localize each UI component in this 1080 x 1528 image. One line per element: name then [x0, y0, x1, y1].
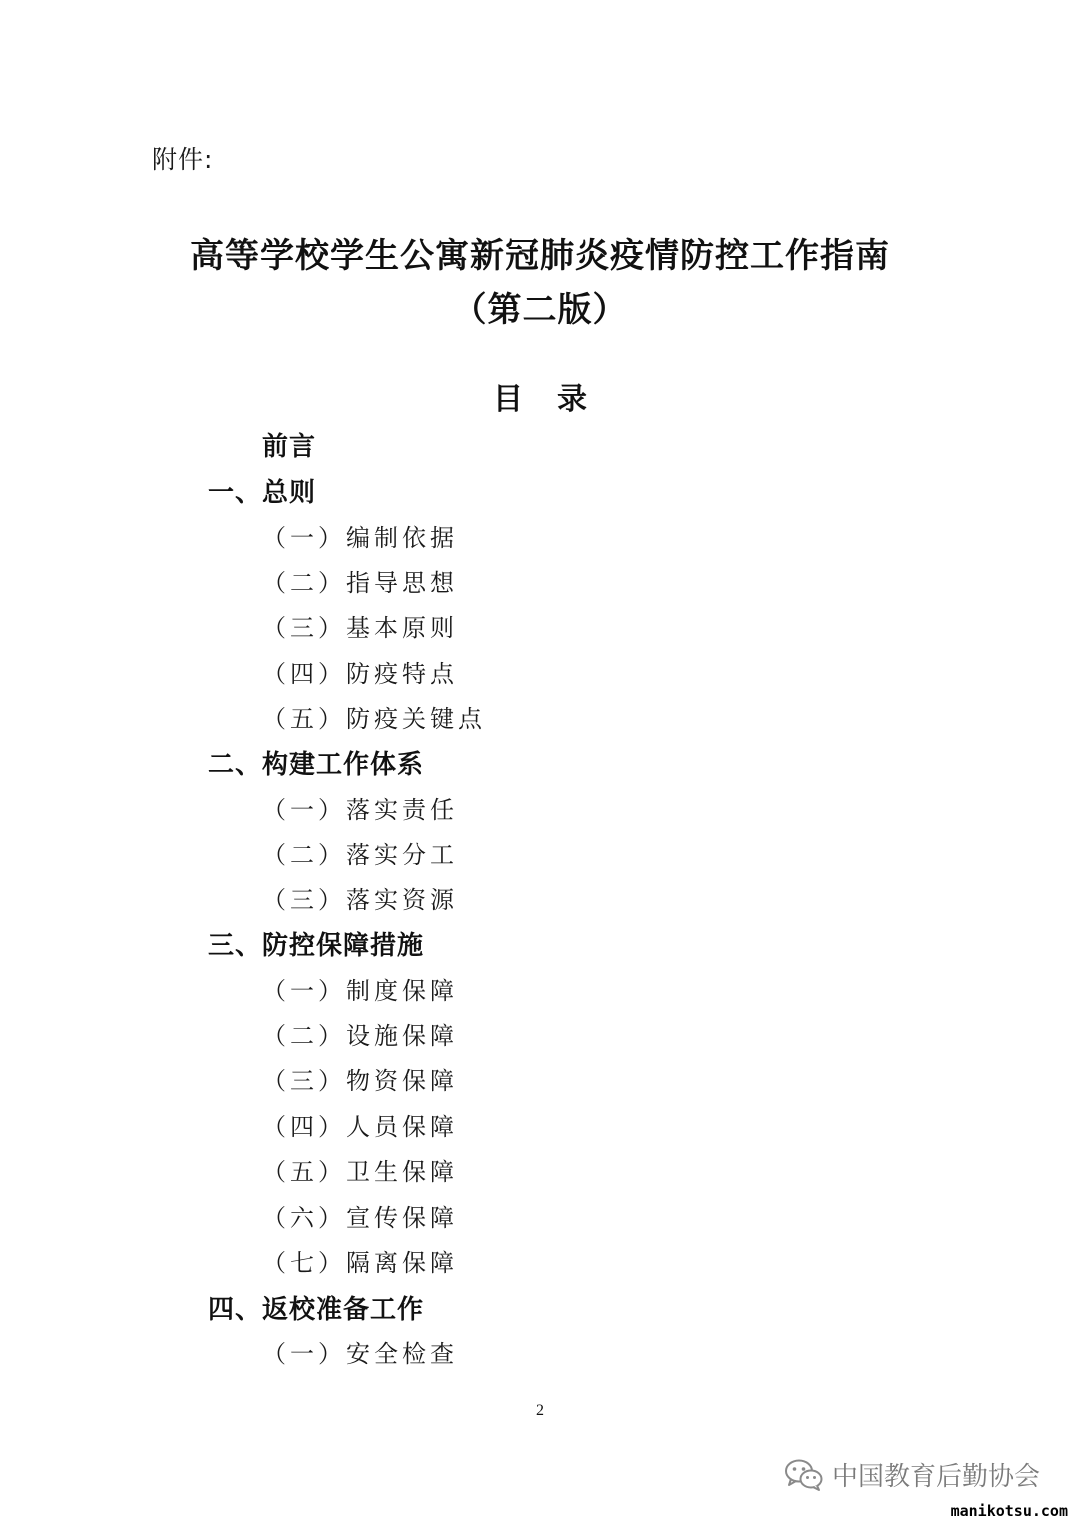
document-edition: （第二版）	[452, 290, 628, 330]
toc-heading	[0, 374, 1080, 418]
toc-section-title: 三、防控保障措施	[208, 931, 425, 961]
watermark	[784, 1456, 1040, 1493]
toc-item: （一）编制依据	[262, 524, 458, 552]
site-tag: manikotsu.com	[947, 1500, 1072, 1522]
toc-item: （一）安全检查	[262, 1340, 458, 1368]
toc-item: （二）落实分工	[262, 841, 458, 869]
toc-heading-part2: 录	[557, 382, 587, 417]
toc-section-title: 四、返校准备工作	[208, 1295, 425, 1325]
document-title: 高等学校学生公寓新冠肺炎疫情防控工作指南	[190, 236, 890, 276]
wechat-icon	[784, 1458, 824, 1492]
toc-item: （二）指导思想	[262, 569, 458, 597]
toc-item: （五）防疫关键点	[262, 705, 486, 733]
toc-item: （三）落实资源	[262, 886, 458, 914]
toc-item: （三）基本原则	[262, 614, 458, 642]
toc-section-title: 二、构建工作体系	[208, 750, 425, 780]
toc-item: （五）卫生保障	[262, 1158, 458, 1186]
toc-item: （四）防疫特点	[262, 660, 458, 688]
watermark-text: 中国教育后勤协会	[832, 1462, 1041, 1492]
toc-item: （三）物资保障	[262, 1067, 458, 1095]
toc-item: （一）制度保障	[262, 977, 458, 1005]
toc-item: （四）人员保障	[262, 1113, 458, 1141]
attachment-label: 附件:	[152, 145, 214, 174]
page-number: 2	[536, 1402, 544, 1419]
toc-section-title: 一、总则	[208, 478, 317, 508]
toc-item: （二）设施保障	[262, 1022, 458, 1050]
toc-item: （一）落实责任	[262, 796, 458, 824]
toc-preface: 前言	[262, 432, 317, 462]
toc-item: （七）隔离保障	[262, 1249, 458, 1277]
toc-item: （六）宣传保障	[262, 1204, 458, 1232]
toc-heading-part1: 目	[493, 382, 523, 417]
